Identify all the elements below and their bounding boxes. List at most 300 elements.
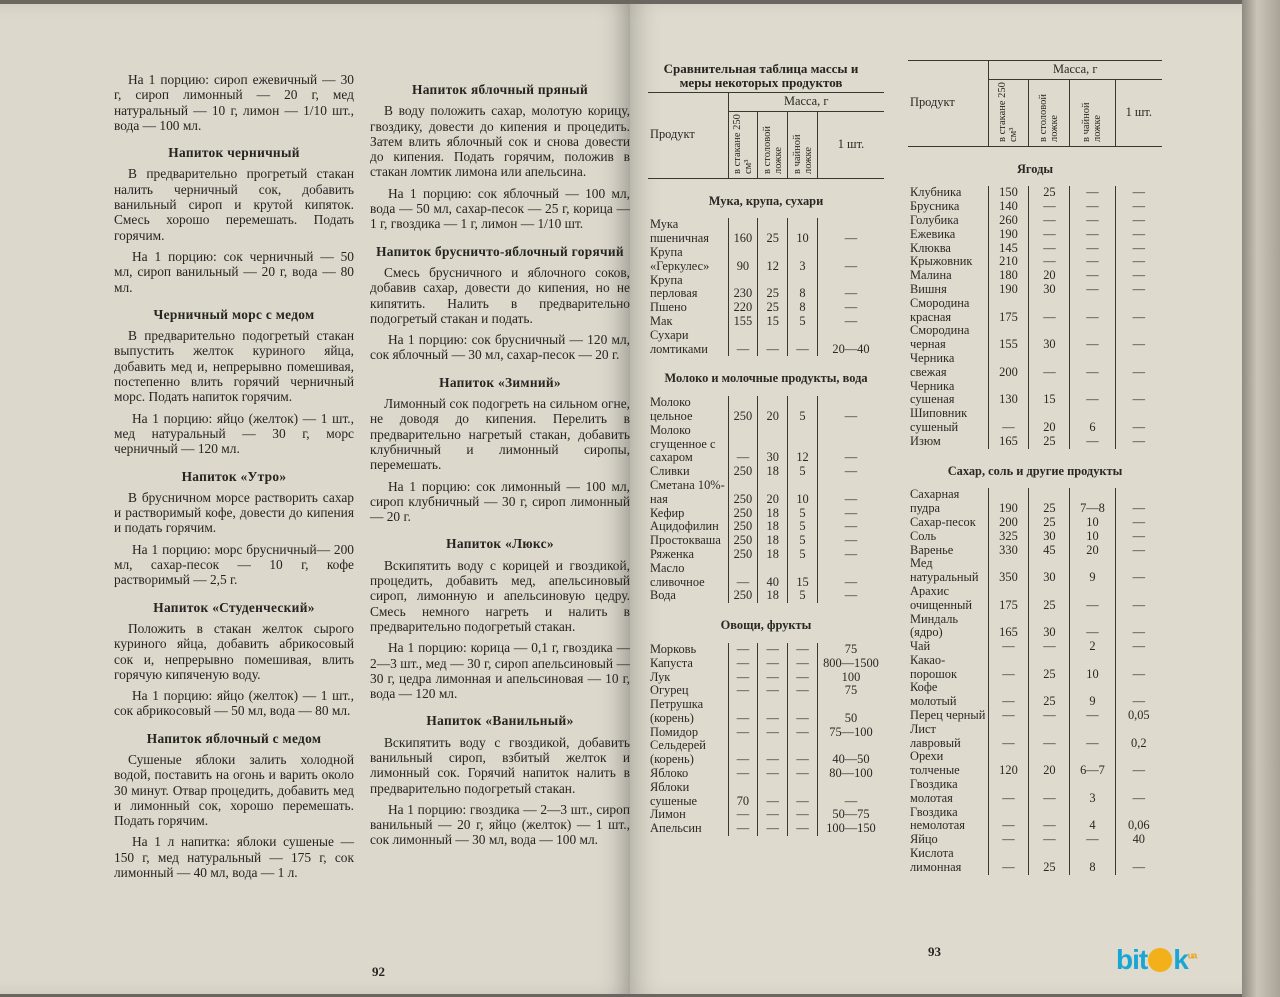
table-row [908, 269, 1162, 283]
watermark-coin-icon [1148, 948, 1172, 972]
mass-value: — [988, 640, 1029, 654]
product-name: Гвоздика молотая [910, 777, 958, 805]
mass-value: — [988, 709, 1029, 723]
mass-value: 5 [788, 315, 818, 329]
mass-value: — [817, 424, 884, 465]
recipe-portion: На 1 порцию: сок яблочный — 100 мл, вода — 50 мл, сахар-песок — 25 г, корица — 1 г, гвоздика — 1 г, лимон — 1/10 шт. [370, 185, 630, 232]
mass-table-right [908, 60, 1162, 875]
mass-value: — [728, 671, 758, 685]
table-row [908, 297, 1162, 325]
recipe-title: Напиток яблочный с медом [146, 730, 322, 746]
recipe-title: Напиток «Зимний» [439, 374, 561, 390]
mass-value: — [758, 726, 788, 740]
mass-value: 8 [1070, 847, 1115, 875]
mass-value: 6 [1070, 407, 1115, 435]
mass-value: 30 [758, 424, 788, 465]
mass-value: — [788, 643, 818, 657]
mass-value: 4 [1070, 806, 1115, 834]
table-row [648, 465, 884, 479]
mass-value: — [788, 767, 818, 781]
mass-value: — [817, 218, 884, 246]
product-name: Брусника [910, 199, 960, 214]
table-row [908, 324, 1162, 352]
mass-value: — [817, 781, 884, 809]
header-tsp: в чайной ложке [1081, 102, 1104, 142]
product-name: Вода [650, 588, 676, 603]
product-name: Пшено [650, 300, 687, 315]
mass-value: 25 [1029, 847, 1070, 875]
table-row [908, 640, 1162, 654]
table-row [908, 544, 1162, 558]
header-mass: Масса, г [988, 61, 1162, 80]
mass-value: — [1070, 242, 1115, 256]
product-name: Крупа перловая [650, 272, 698, 301]
product-name: Сельдерей (корень) [650, 738, 706, 767]
watermark-sup: ua [1187, 950, 1197, 961]
mass-value: 40—50 [817, 739, 884, 767]
mass-value: 75 [817, 643, 884, 657]
mass-value: 10 [1070, 530, 1115, 544]
mass-value: 25 [1029, 516, 1070, 530]
mass-value: — [1115, 269, 1162, 283]
product-name: Голубика [910, 212, 959, 227]
product-name: Кофе молотый [910, 680, 957, 709]
left-page-column-2 [370, 82, 630, 850]
mass-value: 6—7 [1070, 750, 1115, 778]
mass-value: 25 [758, 218, 788, 246]
product-name: Молоко сгущенное с сахаром [650, 422, 716, 465]
mass-value: 2 [1070, 640, 1115, 654]
table-row [908, 435, 1162, 449]
table-row [908, 847, 1162, 875]
mass-value: — [817, 246, 884, 274]
mass-value: 160 [728, 218, 758, 246]
mass-value: 5 [788, 520, 818, 534]
table-row [648, 479, 884, 507]
watermark-text-b: k [1173, 944, 1188, 975]
mass-value: — [988, 847, 1029, 875]
mass-value: 10 [1070, 516, 1115, 530]
recipe-title: Напиток «Студенческий» [153, 599, 315, 615]
recipe-title: Напиток яблочный пряный [412, 82, 588, 97]
mass-value: — [1029, 214, 1070, 228]
mass-value: — [1070, 723, 1115, 751]
product-name: Варенье [910, 542, 954, 557]
product-name: Сахар-песок [910, 514, 976, 529]
mass-value: — [988, 778, 1029, 806]
mass-value: 325 [988, 530, 1029, 544]
mass-value: 210 [988, 255, 1029, 269]
mass-value: 30 [1029, 613, 1070, 641]
mass-value: 20 [758, 479, 788, 507]
mass-value: 90 [728, 246, 758, 274]
mass-value: — [758, 329, 788, 357]
mass-value: — [788, 698, 818, 726]
recipe-text: В предварительно прогретый стакан налить черничный сок, добавить ванильный сироп и крутой кипяток. Смесь хорошо перемешать. Подать горячим. [114, 166, 354, 243]
mass-value: — [788, 657, 818, 671]
mass-value: — [728, 329, 758, 357]
mass-value: 80—100 [817, 767, 884, 781]
mass-value: — [1029, 709, 1070, 723]
table-row [648, 562, 884, 590]
product-name: Лимон [650, 807, 686, 822]
mass-value: — [758, 698, 788, 726]
mass-value: 45 [1029, 544, 1070, 558]
recipe-text: В воду положить сахар, молотую корицу, гвоздику, довести до кипения и процедить. Затем влить яблочный сок и снова довести до кипения. Подать горячим, положив в стакан ломтик лимона или апельсина. [370, 103, 630, 180]
recipe-portion: На 1 порцию: гвоздика — 2—3 шт., сироп ванильный — 20 г, яйцо (желток) — 1 шт., сок лимонный — 30 мл, вода — 100 мл. [370, 801, 630, 848]
product-name: Изюм [910, 433, 941, 448]
recipe-text: Лимонный сок подогреть на сильном огне, не доводя до кипения. Перелить в предварительно нагретый стакан, добавить клубничный и лимонный сиропы, перемешать. [370, 396, 630, 473]
product-name: Какао-порошок [910, 652, 957, 681]
recipe-text: Смесь брусничного и яблочного соков, добавив сахар, довести до кипения, но не кипятить. Налить в предварительно подогретый стакан и подать. [370, 264, 630, 326]
mass-value: — [1115, 214, 1162, 228]
product-name: Мед натуральный [910, 556, 979, 585]
product-name: Сухари ломтиками [650, 327, 708, 356]
mass-value: 250 [728, 520, 758, 534]
mass-value: — [1115, 544, 1162, 558]
mass-value: 200 [988, 352, 1029, 380]
mass-value: — [788, 808, 818, 822]
mass-value: 30 [1029, 324, 1070, 352]
table-title: Сравнительная таблица массы и меры некоторых продуктов [663, 61, 859, 90]
table-row [648, 274, 884, 302]
mass-value: — [728, 657, 758, 671]
product-name: Простокваша [650, 533, 721, 548]
mass-value: — [817, 520, 884, 534]
product-name: Яйцо [910, 832, 938, 847]
mass-value: 175 [988, 585, 1029, 613]
table-row [648, 218, 884, 246]
table-row [648, 698, 884, 726]
mass-value: — [788, 671, 818, 685]
mass-value: — [728, 698, 758, 726]
header-mass: Масса, г [728, 93, 884, 112]
mass-value: 130 [988, 380, 1029, 408]
mass-value: — [728, 562, 758, 590]
mass-value: 165 [988, 613, 1029, 641]
mass-value: — [1115, 516, 1162, 530]
product-name: Вишня [910, 281, 947, 296]
mass-value: — [1070, 269, 1115, 283]
mass-value: 10 [788, 218, 818, 246]
mass-value: 12 [788, 424, 818, 465]
table-row [908, 407, 1162, 435]
mass-value: — [1070, 613, 1115, 641]
product-name: Сметана 10%-ная [650, 477, 725, 506]
product-name: Огурец [650, 683, 689, 698]
mass-value: — [1115, 640, 1162, 654]
mass-value: — [1115, 255, 1162, 269]
mass-value: — [788, 822, 818, 836]
page-number-left: 92 [372, 964, 385, 979]
mass-value: — [1070, 585, 1115, 613]
mass-value: 15 [1029, 380, 1070, 408]
mass-value: — [758, 657, 788, 671]
mass-value: — [758, 781, 788, 809]
mass-table-left [648, 92, 884, 836]
mass-value: — [1029, 723, 1070, 751]
mass-value: — [1115, 297, 1162, 325]
mass-value: 25 [1029, 585, 1070, 613]
mass-value: — [1115, 352, 1162, 380]
mass-value: — [758, 822, 788, 836]
mass-value: 250 [728, 465, 758, 479]
mass-value: — [817, 465, 884, 479]
mass-value: 20—40 [817, 329, 884, 357]
product-name: Соль [910, 528, 937, 543]
mass-value: — [1070, 228, 1115, 242]
product-name: Молоко цельное [650, 395, 693, 423]
product-name: Миндаль (ядро) [910, 611, 959, 640]
mass-value: — [1029, 228, 1070, 242]
table-row [908, 750, 1162, 778]
recipe-portion: На 1 порцию: морс брусничный— 200 мл, сахар-песок — 10 г, кофе растворимый — 2,5 г. [114, 541, 354, 588]
recipe-text: Сушеные яблоки залить холодной водой, поставить на огонь и варить около 30 минут. Отвар процедить, добавить мед и лимонный сок, хорошо перемешать. Подать горячим. [114, 751, 354, 829]
header-tbsp: в столовой ложке [761, 125, 784, 174]
recipe-title: Напиток черничный [168, 145, 300, 161]
mass-value: 0,05 [1115, 709, 1162, 723]
mass-value: — [1029, 806, 1070, 834]
mass-value: — [1029, 640, 1070, 654]
mass-value: — [1115, 847, 1162, 875]
mass-value: 260 [988, 214, 1029, 228]
mass-value: 330 [988, 544, 1029, 558]
mass-value: — [1115, 407, 1162, 435]
product-name: Арахис очищенный [910, 583, 972, 612]
product-name: Смородина черная [910, 323, 970, 352]
product-name: Морковь [650, 641, 697, 656]
table-row [648, 301, 884, 315]
table-row [908, 516, 1162, 530]
mass-value: — [1029, 242, 1070, 256]
mass-value: — [1115, 435, 1162, 449]
mass-value: — [758, 643, 788, 657]
mass-value: — [1115, 557, 1162, 585]
table-row [648, 671, 884, 685]
table-row [908, 709, 1162, 723]
mass-value: — [758, 767, 788, 781]
mass-value: — [788, 329, 818, 357]
mass-value: — [788, 684, 818, 698]
mass-value: 8 [788, 274, 818, 302]
product-name: Ацидофилин [650, 519, 719, 534]
mass-value: — [988, 681, 1029, 709]
section-heading: Молоко и молочные продукты, вода [664, 371, 868, 386]
product-name: Гвоздика немолотая [910, 804, 965, 833]
mass-value: — [758, 684, 788, 698]
recipe-portion: На 1 л напитка: яблоки сушеные — 150 г, мед натуральный — 175 г, сок лимонный — 40 мл, вода — 1 л. [114, 834, 354, 881]
mass-value: 5 [788, 507, 818, 521]
table-row [648, 589, 884, 603]
recipe-title: Напиток «Ванильный» [426, 713, 574, 729]
table-row [908, 585, 1162, 613]
recipe-text: Вскипятить воду с гвоздикой, добавить ванильный сироп, взбитый желток и лимонный сок. Горячий напиток налить в предварительно подогретый стакан. [370, 734, 630, 796]
recipe-portion: На 1 порцию: корица — 0,1 г, гвоздика — 2—3 шт., мед — 30 г, сироп апельсиновый — 30 г, цедра лимонная и апельсиновая — 10 г, вода — 120 мл. [370, 640, 630, 702]
table-row [648, 726, 884, 740]
mass-value: 250 [728, 396, 758, 424]
header-glass: в стакане 250 см³ [997, 81, 1020, 142]
header-product: Продукт [910, 95, 955, 110]
mass-value: — [1070, 255, 1115, 269]
mass-value: 25 [758, 274, 788, 302]
product-name: Сливки [650, 464, 690, 479]
product-name: Черника сушеная [910, 378, 955, 407]
mass-value: 0,06 [1115, 806, 1162, 834]
mass-value: 5 [788, 589, 818, 603]
mass-value: — [1115, 530, 1162, 544]
mass-value: — [758, 808, 788, 822]
mass-value: 7—8 [1070, 488, 1115, 516]
product-name: Мак [650, 313, 673, 328]
table-row [648, 520, 884, 534]
table-row [908, 380, 1162, 408]
mass-value: 25 [1029, 488, 1070, 516]
product-name: Сахарная пудра [910, 487, 960, 516]
mass-value: — [728, 822, 758, 836]
mass-value: 250 [728, 548, 758, 562]
product-name: Ряженка [650, 546, 694, 561]
mass-value: 190 [988, 283, 1029, 297]
mass-value: 10 [788, 479, 818, 507]
mass-value: 175 [988, 297, 1029, 325]
mass-value: — [1070, 297, 1115, 325]
product-name: Клюква [910, 240, 951, 255]
mass-value: 20 [1029, 407, 1070, 435]
mass-value: 20 [758, 396, 788, 424]
mass-value: 200 [988, 516, 1029, 530]
header-piece: 1 шт. [817, 111, 884, 178]
mass-value: — [788, 739, 818, 767]
mass-value: — [1070, 186, 1115, 200]
mass-value: 250 [728, 589, 758, 603]
table-row [908, 255, 1162, 269]
recipe-text: Вскипятить воду с корицей и гвоздикой, процедить, добавить мед, апельсиновый сироп, лимонную и апельсиновую цедру. Смесь немного нагреть и налить в предварительно подогретый стакан. [370, 557, 630, 634]
mass-value: 18 [758, 548, 788, 562]
table-row [648, 548, 884, 562]
recipe-portion: На 1 порцию: сок черничный — 50 мл, сироп ванильный — 20 г, вода — 80 мл. [114, 248, 354, 295]
table-row [908, 723, 1162, 751]
mass-value: — [817, 534, 884, 548]
header-tsp: в чайной ложке [791, 134, 814, 174]
product-name: Мука пшеничная [650, 217, 709, 246]
recipe-text: В брусничном морсе растворить сахар и растворимый кофе, довести до кипения и подать горячим. [114, 489, 354, 536]
table-row [908, 613, 1162, 641]
mass-value: — [1115, 380, 1162, 408]
table-row [648, 684, 884, 698]
section-heading: Ягоды [1016, 161, 1054, 176]
mass-value: 5 [788, 465, 818, 479]
table-row [908, 681, 1162, 709]
table-row [648, 329, 884, 357]
mass-value: 9 [1070, 681, 1115, 709]
mass-value: 50—75 [817, 808, 884, 822]
product-name: Лук [650, 669, 671, 684]
product-name: Капуста [650, 655, 693, 670]
mass-value: 20 [1029, 269, 1070, 283]
table-row [908, 530, 1162, 544]
recipe-portion: На 1 порцию: сок брусничный — 120 мл, сок яблочный — 30 мл, сахар-песок — 20 г. [370, 332, 630, 363]
mass-value: 190 [988, 488, 1029, 516]
mass-value: 190 [988, 228, 1029, 242]
product-name: Яблоко [650, 766, 689, 781]
mass-value: 165 [988, 435, 1029, 449]
page-number-right: 93 [928, 944, 941, 959]
mass-value: — [758, 671, 788, 685]
left-page [0, 4, 630, 994]
recipe-text: Положить в стакан желток сырого куриного яйца, добавить абрикосовый сок и, непрерывно помешивая, влить горячую кипяченую воду. [114, 620, 354, 682]
mass-value: 145 [988, 242, 1029, 256]
mass-value: — [1029, 833, 1070, 847]
table-row [908, 283, 1162, 297]
product-name: Масло сливочное [650, 560, 705, 589]
table-row [648, 643, 884, 657]
header-tbsp: в столовой ложке [1038, 93, 1061, 142]
mass-value: — [1070, 352, 1115, 380]
mass-value: 25 [1029, 681, 1070, 709]
mass-value: — [728, 684, 758, 698]
mass-value: 50 [817, 698, 884, 726]
product-name: Крупа «Геркулес» [650, 244, 710, 273]
product-name: Лист лавровый [910, 721, 961, 750]
product-name: Перец черный [910, 708, 986, 723]
mass-value: — [728, 808, 758, 822]
mass-value: 15 [758, 315, 788, 329]
recipe-portion: На 1 порцию: сок лимонный — 100 мл, сироп клубничный — 30 г, сироп лимонный — 20 г. [370, 478, 630, 525]
mass-value: — [1115, 585, 1162, 613]
mass-value: — [1070, 709, 1115, 723]
mass-value: 150 [988, 186, 1029, 200]
mass-value: 18 [758, 465, 788, 479]
recipe-text: На 1 порцию: сироп ежевичный — 30 г, сироп лимонный — 20 г, мед натуральный — 10 г, лимон — 1/10 шт., вода — 100 мл. [114, 72, 354, 133]
product-name: Ежевика [910, 226, 956, 241]
section-heading: Мука, крупа, сухари [708, 193, 824, 208]
recipe-title: Напиток брусничто-яблочный горячий [376, 243, 624, 259]
mass-value: 100—150 [817, 822, 884, 836]
mass-value: 5 [788, 396, 818, 424]
mass-value: 25 [1029, 654, 1070, 682]
mass-value: — [1029, 255, 1070, 269]
table-row [648, 315, 884, 329]
mass-value: 18 [758, 589, 788, 603]
product-name: Орехи толченые [910, 749, 960, 778]
recipe-portion: На 1 порцию: яйцо (желток) — 1 шт., мед натуральный — 30 г, морс черничный — 120 мл. [114, 410, 354, 457]
mass-value: 30 [1029, 557, 1070, 585]
product-name: Клубника [910, 185, 962, 200]
mass-value: 0,2 [1115, 723, 1162, 751]
mass-value: — [1115, 750, 1162, 778]
mass-value: — [1070, 283, 1115, 297]
mass-value: — [728, 767, 758, 781]
mass-value: 12 [758, 246, 788, 274]
section-heading: Сахар, соль и другие продукты [947, 463, 1123, 478]
mass-value: — [1070, 324, 1115, 352]
table-row [908, 186, 1162, 200]
mass-value: 18 [758, 520, 788, 534]
product-name: Кислота лимонная [910, 846, 962, 874]
mass-value: — [1115, 242, 1162, 256]
mass-value: — [817, 507, 884, 521]
table-row [648, 396, 884, 424]
table-row [908, 833, 1162, 847]
table-row [648, 534, 884, 548]
left-page-column-1 [114, 72, 354, 882]
mass-value: 250 [728, 479, 758, 507]
mass-value: 350 [988, 557, 1029, 585]
mass-value: — [988, 407, 1029, 435]
mass-value: 18 [758, 507, 788, 521]
table-row [908, 352, 1162, 380]
mass-value: — [817, 562, 884, 590]
